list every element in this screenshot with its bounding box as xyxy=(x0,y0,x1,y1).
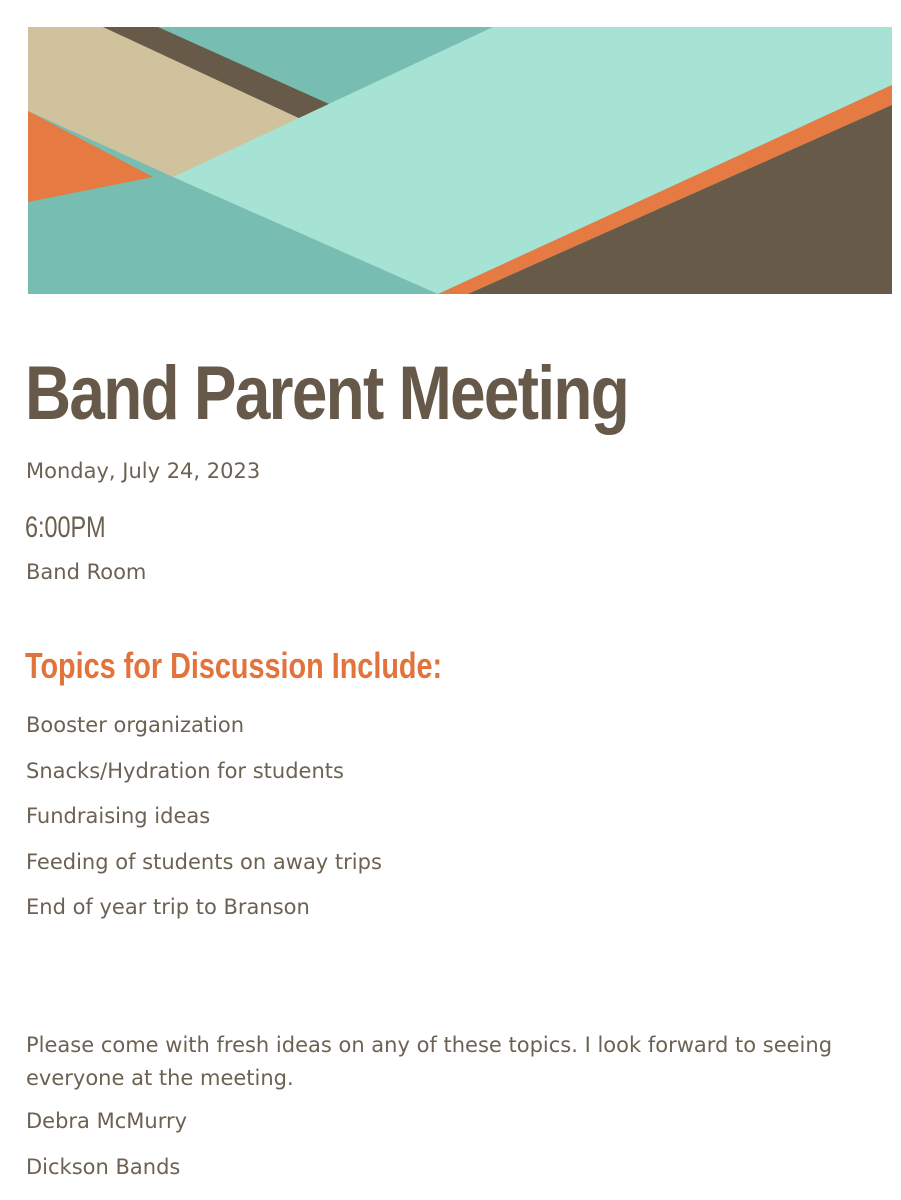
signature-organization: Dickson Bands xyxy=(26,1155,181,1179)
list-item: End of year trip to Branson xyxy=(26,895,310,919)
list-item: Snacks/Hydration for students xyxy=(26,758,344,783)
meeting-time: 6:00PM xyxy=(25,511,106,544)
list-item: Feeding of students on away trips xyxy=(26,849,382,874)
abstract-geometric-banner-icon xyxy=(28,27,892,294)
closing-message: Please come with fresh ideas on any of these topics. I look forward to seeing everyone at the meeting. xyxy=(26,1033,833,1090)
signature-name: Debra McMurry xyxy=(26,1109,188,1133)
page-title: Band Parent Meeting xyxy=(25,351,629,436)
list-item: Booster organization xyxy=(26,713,245,737)
meeting-location: Band Room xyxy=(26,560,147,584)
topics-heading: Topics for Discussion Include: xyxy=(25,645,443,686)
list-item: Fundraising ideas xyxy=(26,804,211,828)
meeting-date: Monday, July 24, 2023 xyxy=(26,459,261,483)
header-banner xyxy=(28,27,892,294)
topics-list xyxy=(26,710,382,938)
